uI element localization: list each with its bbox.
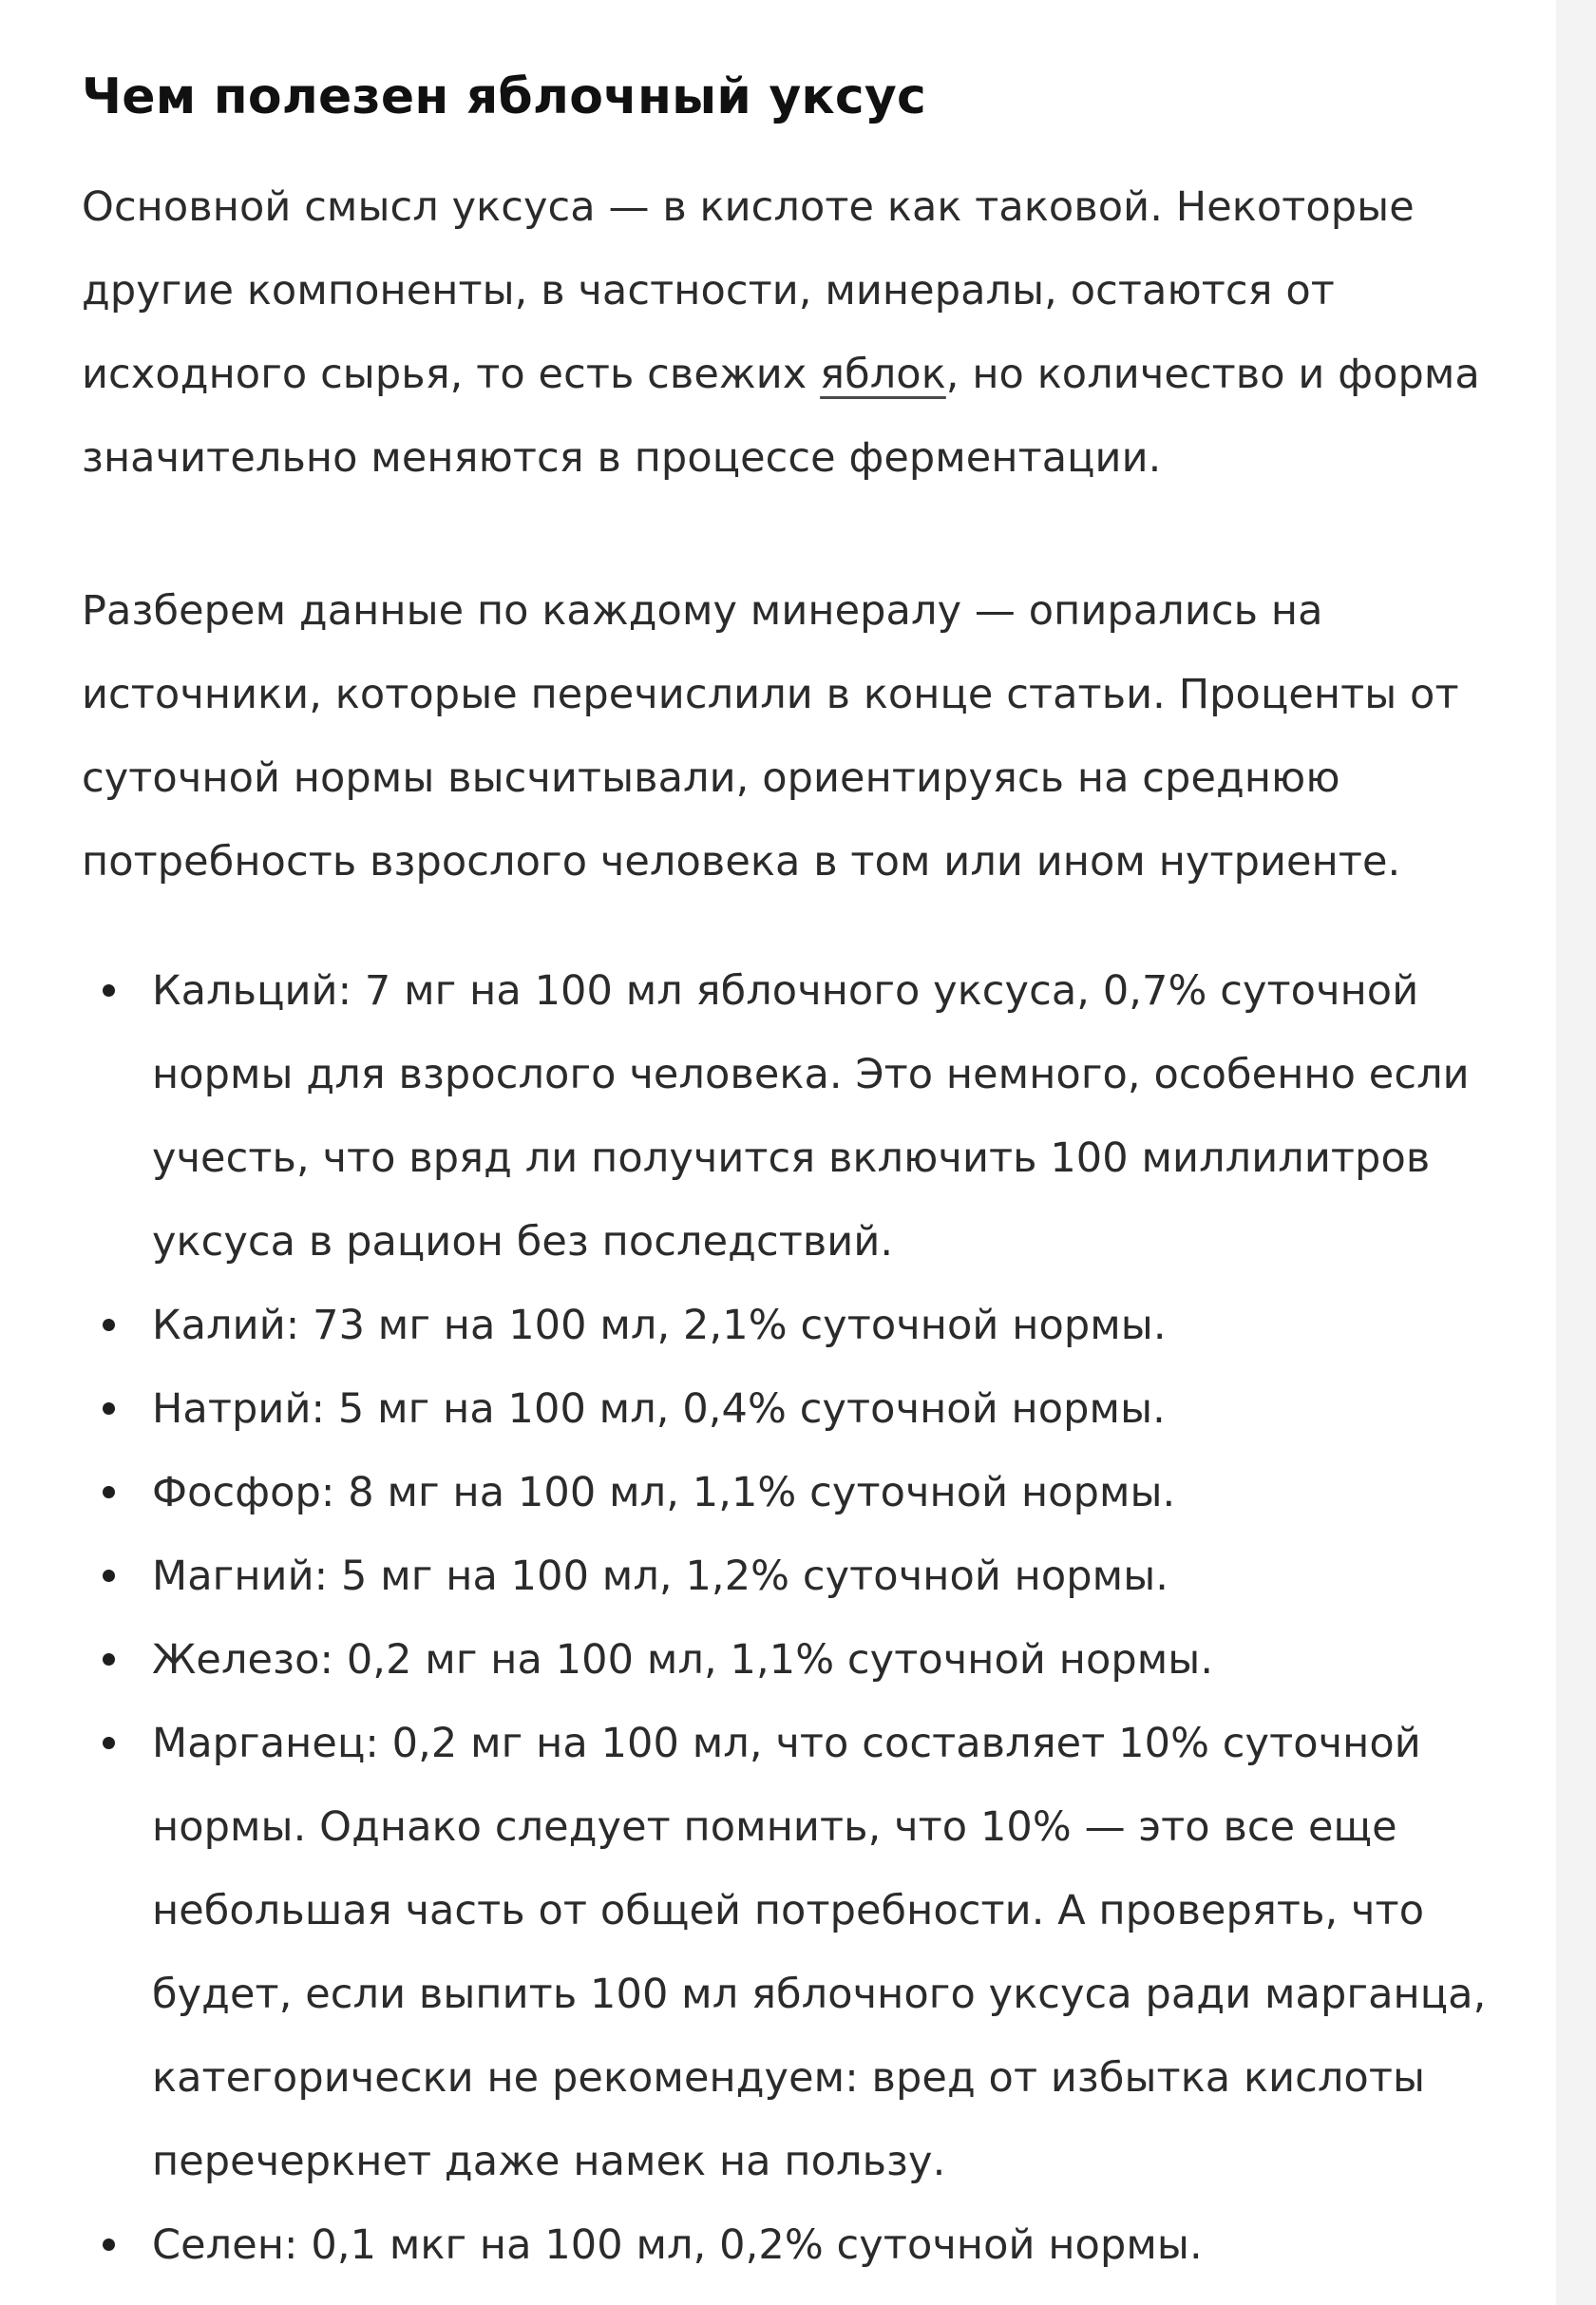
bullet-icon	[103, 984, 115, 997]
bullet-icon	[103, 2238, 115, 2251]
article-section	[82, 59, 1507, 2287]
intro-paragraph	[82, 165, 1507, 500]
list-item-potassium	[82, 1284, 1507, 1367]
list-item-iron	[82, 1618, 1507, 1702]
list-item-magnesium	[82, 1534, 1507, 1618]
list-item-text: Кальций: 7 мг на 100 мл яблочного уксуса, 0,7% суточной нормы для взрослого человека. Это немного, особенно если учесть, что вряд ли получится включить 100 миллилитров уксуса в рацион без последствий.	[152, 967, 1470, 1266]
bullet-icon	[103, 1737, 115, 1749]
list-item-text: Марганец: 0,2 мг на 100 мл, что составляет 10% суточной нормы. Однако следует помнить, что 10% — это все еще небольшая часть от общей потребности. А проверять, что будет, если выпить 100 мл яблочного уксуса ради марганца, категорически не рекомендуем: вред от избытка кислоты перечеркнет даже намек на пользу.	[152, 1720, 1487, 2185]
list-item-selenium	[82, 2203, 1507, 2287]
list-item-sodium	[82, 1367, 1507, 1451]
bullet-icon	[103, 1653, 115, 1666]
section-heading: Чем полезен яблочный уксус	[82, 68, 927, 125]
apples-link[interactable]: яблок	[820, 351, 946, 398]
list-item-text: Калий: 73 мг на 100 мл, 2,1% суточной нормы.	[152, 1302, 1167, 1349]
list-item-phosphorus	[82, 1451, 1507, 1534]
list-item-manganese	[82, 1702, 1507, 2203]
minerals-list	[82, 949, 1507, 2287]
bullet-icon	[103, 1486, 115, 1498]
sources-paragraph: Разберем данные по каждому минералу — опирались на источники, которые перечислили в конце статьи. Проценты от суточной нормы высчитывали, ориентируясь на среднюю потребность взрослого человека в том или ином нутриенте.	[82, 587, 1459, 886]
list-item-text: Магний: 5 мг на 100 мл, 1,2% суточной нормы.	[152, 1553, 1169, 1600]
intro-text-start: Основной смысл уксуса — в кислоте как таковой. Некоторые другие компоненты, в частности, минералы, остаются от исходного сырья, то есть свежих	[82, 183, 1415, 398]
list-item-text: Селен: 0,1 мкг на 100 мл, 0,2% суточной нормы.	[152, 2221, 1203, 2269]
list-item-text: Натрий: 5 мг на 100 мл, 0,4% суточной нормы.	[152, 1385, 1166, 1433]
list-item-text: Железо: 0,2 мг на 100 мл, 1,1% суточной нормы.	[152, 1636, 1214, 1684]
list-item-text: Фосфор: 8 мг на 100 мл, 1,1% суточной нормы.	[152, 1469, 1176, 1516]
intro-text-end: , но количество и форма значительно меняются в процессе ферментации.	[82, 351, 1480, 482]
list-item-calcium	[82, 949, 1507, 1284]
bullet-icon	[103, 1319, 115, 1331]
bullet-icon	[103, 1402, 115, 1415]
bullet-icon	[103, 1570, 115, 1582]
